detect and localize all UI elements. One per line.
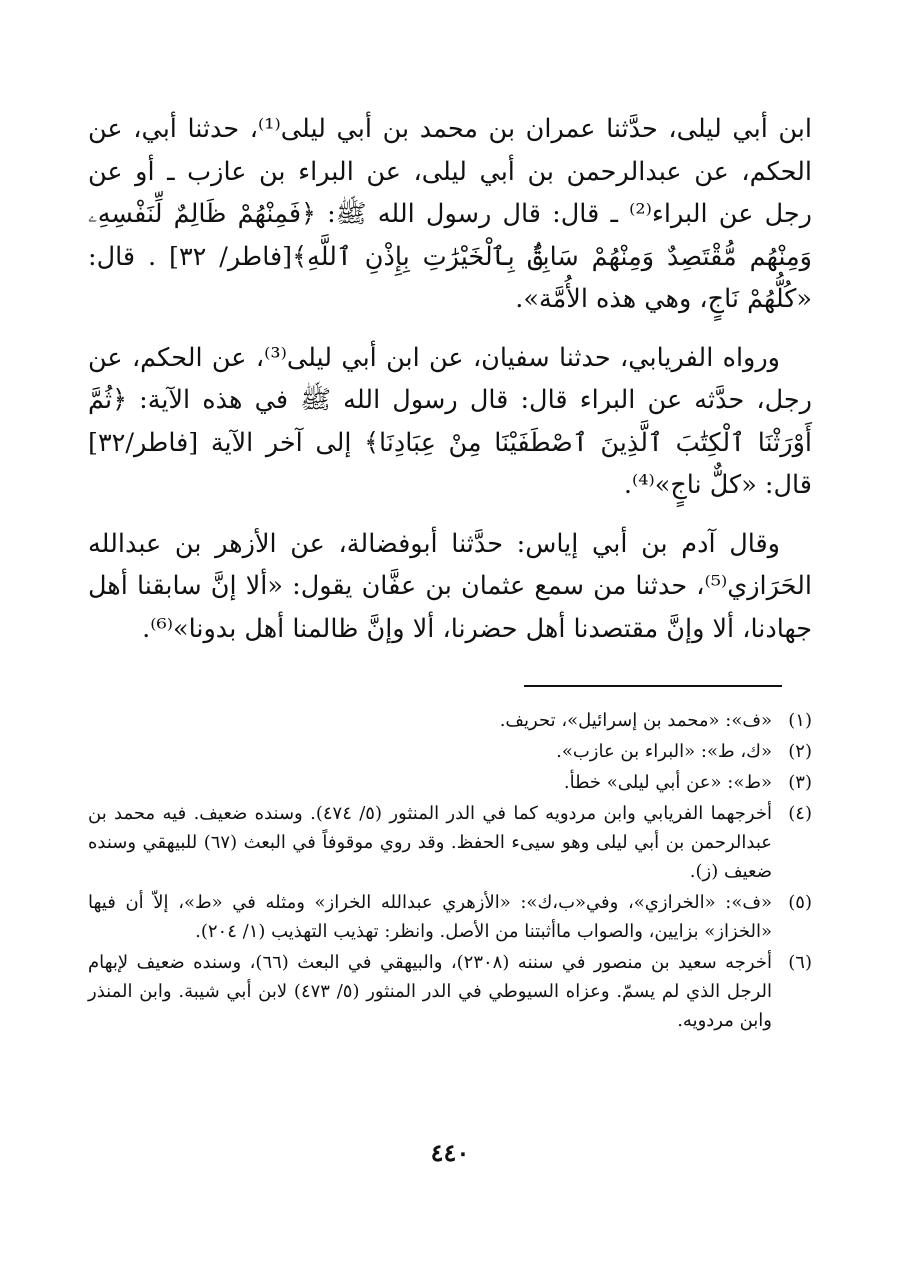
footnote-number: (٢) (788, 741, 812, 762)
footnote-text: «ف»: «محمد بن إسرائيل»، تحريف. (499, 710, 772, 731)
footnote-number: (٥) (788, 892, 812, 913)
main-text (88, 108, 812, 666)
footnote-number: (٣) (788, 772, 812, 793)
footnote-1 (88, 706, 812, 735)
footnote-5 (88, 888, 812, 946)
footnote-separator (524, 685, 782, 687)
paragraph-1: ابن أبي ليلى، حدَّثنا عمران بن محمد بن أبي ليلى⁽¹⁾، حدثنا أبي، عن الحكم، عن عبدالرحمن بن أبي ليلى، عن البراء بن عازب ـ أو عن رجل عن البراء⁽²⁾ ـ قال: قال رسول الله ﷺ: ﴿فَمِنْهُمْ ظَالِمٌ لِّنَفْسِهِۦ وَمِنْهُم مُّقْتَصِدٌ وَمِنْهُمْ سَابِقٌۢ بِٱلْخَيْرَٰتِ بِإِذْنِ ٱللَّهِ﴾[فاطر/ ٣٢] . قال: «كُلُّهُمْ نَاجٍ، وهي هذه الأُمَّة». (88, 114, 812, 314)
page-number: ٤٤٠ (430, 1138, 470, 1167)
footnote-text: «ف»: «الخرازي»، وفي«ب،ك»: «الأزهري عبدالله الخراز» ومثله في «ط»، إلاّ أن فيها «الخزاز» بزايين، والصواب ماأثبتنا من الأصل. وانظر: تهذيب التهذيب (١/ ٢٠٤). (88, 892, 772, 942)
footnote-text: «ك، ط»: «البراء بن عازب». (556, 741, 772, 762)
footnote-2 (88, 737, 812, 766)
footnotes (88, 706, 812, 1037)
paragraph-2: ورواه الفريابي، حدثنا سفيان، عن ابن أبي ليلى⁽³⁾، عن الحكم، عن رجل، حدَّثه عن البراء قال: قال رسول الله ﷺ في هذه الآية: ﴿ثُمَّ أَوْرَثْنَا ٱلْكِتَٰبَ ٱلَّذِينَ ٱصْطَفَيْنَا مِنْ عِبَادِنَا﴾ إلى آخر الآية [فاطر/٣٢] قال: «كلٌّ ناجٍ»⁽⁴⁾. (88, 342, 812, 500)
paragraph-3: وقال آدم بن أبي إياس: حدَّثنا أبوفضالة، عن الأزهر بن عبدالله الحَرَازي⁽⁵⁾، حدثنا من سمع عثمان بن عفَّان يقول: «ألا إنَّ سابقنا أهل جهادنا، ألا وإنَّ مقتصدنا أهل حضرنا، ألا وإنَّ ظالمنا أهل بدونا»⁽⁶⁾. (88, 528, 812, 644)
footnote-number: (٦) (788, 952, 812, 973)
footnote-6 (88, 948, 812, 1035)
footnote-number: (١) (788, 710, 812, 731)
footnote-3 (88, 768, 812, 797)
footnote-number: (٤) (788, 803, 812, 824)
footnote-4 (88, 799, 812, 886)
footnote-text: «ط»: «عن أبي ليلى» خطأ. (563, 772, 772, 793)
footnote-text: أخرجه سعيد بن منصور في سننه (٢٣٠٨)، والبيهقي في البعث (٦٦)، وسنده ضعيف لإبهام الرجل الذي لم يسمّ. وعزاه السيوطي في الدر المنثور (٥/ ٤٧٣) لابن أبي شيبة. وابن المنذر وابن مردويه. (88, 952, 772, 1031)
footnote-text: أخرجهما الفريابي وابن مردويه كما في الدر المنثور (٥/ ٤٧٤). وسنده ضعيف. فيه محمد بن عبدالرحمن بن أبي ليلى وهو سيىء الحفظ. وقد روي موقوفاً في البعث (٦٧) للبيهقي وسنده ضعيف (ز). (88, 803, 773, 882)
